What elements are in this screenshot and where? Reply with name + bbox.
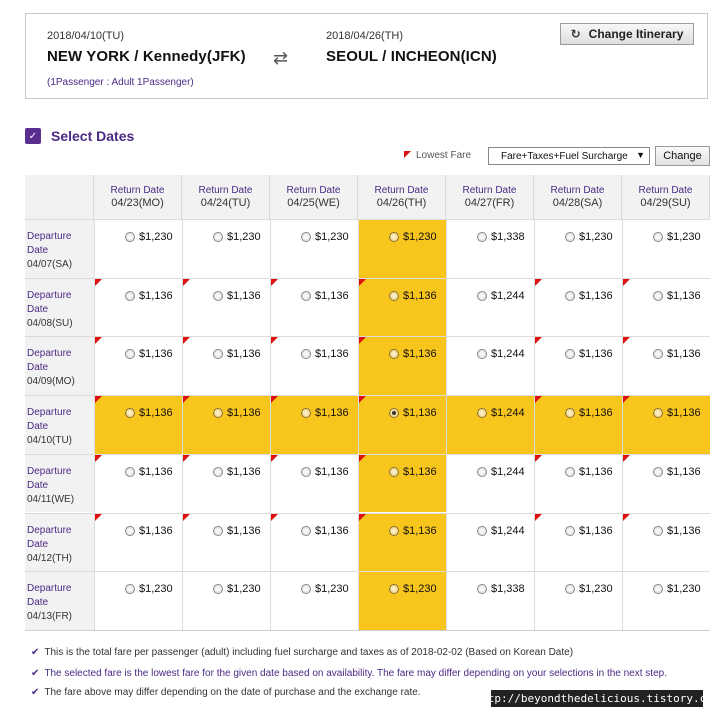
- lowest-fare-marker-icon: [95, 455, 102, 462]
- fare-price: $1,230: [139, 231, 173, 243]
- fare-radio[interactable]: [565, 584, 575, 594]
- fare-radio[interactable]: [125, 467, 135, 477]
- fare-radio[interactable]: [125, 526, 135, 536]
- lowest-fare-marker-icon: [359, 396, 366, 403]
- return-date-header: [446, 175, 534, 219]
- fare-price: $1,136: [403, 465, 437, 478]
- fare-radio[interactable]: [477, 467, 487, 477]
- departure-date-value: 04/08(SU): [27, 317, 73, 329]
- fare-cell[interactable]: [446, 571, 534, 630]
- fare-cell[interactable]: [622, 219, 710, 278]
- fare-cell[interactable]: [94, 571, 182, 630]
- departure-date-header: [25, 513, 94, 572]
- passenger-summary: (1Passenger : Adult 1Passenger): [47, 77, 194, 88]
- fare-cell[interactable]: [622, 336, 710, 395]
- refresh-icon: ↻: [570, 27, 581, 41]
- departure-date-value: 04/11(WE): [27, 493, 75, 505]
- fare-radio[interactable]: [301, 408, 311, 418]
- lowest-fare-marker-icon: [535, 455, 542, 462]
- fare-radio[interactable]: [653, 349, 663, 359]
- return-date-label: Return Date: [550, 185, 605, 196]
- lowest-fare-marker-icon: [271, 279, 278, 286]
- return-date-header: [622, 175, 710, 219]
- fare-price: $1,244: [491, 407, 525, 420]
- fare-price: $1,244: [491, 465, 525, 478]
- fare-radio[interactable]: [477, 232, 487, 242]
- fare-radio[interactable]: [477, 526, 487, 536]
- check-icon: ✔: [31, 687, 40, 698]
- return-date-label: Return Date: [198, 185, 253, 196]
- fare-price: $1,230: [579, 583, 613, 596]
- return-date-value: 04/23(MO): [111, 197, 164, 209]
- fare-radio[interactable]: [389, 467, 399, 477]
- fare-radio[interactable]: [213, 408, 223, 418]
- fare-radio[interactable]: [477, 408, 487, 418]
- origin-city: NEW YORK / Kennedy(JFK): [47, 48, 246, 65]
- fare-price: $1,136: [315, 289, 349, 302]
- fare-price: $1,230: [667, 583, 701, 596]
- fare-radio[interactable]: [477, 584, 487, 594]
- fare-radio[interactable]: [565, 291, 575, 301]
- departure-date-label: Departure Date: [27, 348, 72, 374]
- check-icon: ✔: [31, 668, 40, 679]
- fare-price: $1,136: [227, 524, 261, 537]
- fare-radio[interactable]: [301, 584, 311, 594]
- swap-arrows-icon: ⇄: [273, 48, 289, 68]
- fare-cell[interactable]: [446, 336, 534, 395]
- change-itinerary-button[interactable]: [560, 23, 694, 45]
- fare-price: $1,136: [315, 348, 349, 361]
- fare-price: $1,136: [403, 348, 437, 361]
- fare-cell[interactable]: [270, 395, 358, 454]
- fare-cell[interactable]: [182, 336, 270, 395]
- lowest-fare-legend: Lowest Fare: [416, 150, 472, 161]
- fare-price: $1,136: [667, 524, 701, 537]
- fare-price: $1,244: [491, 524, 525, 537]
- fare-cell[interactable]: [446, 454, 534, 513]
- fare-cell[interactable]: [182, 571, 270, 630]
- lowest-fare-marker-icon: [95, 396, 102, 403]
- return-date-value: 04/28(SA): [552, 197, 603, 209]
- fare-price: $1,136: [139, 289, 173, 302]
- fare-cell[interactable]: [94, 395, 182, 454]
- fare-radio[interactable]: [301, 291, 311, 301]
- watermark: http://beyondthedelicious.tistory.com: [474, 692, 720, 705]
- departure-date-label: Departure Date: [27, 583, 72, 609]
- departure-date-value: 04/09(MO): [27, 376, 75, 388]
- return-date-header: [94, 175, 182, 219]
- fare-radio[interactable]: [125, 232, 135, 242]
- grid-corner: [25, 175, 94, 219]
- return-date-value: 04/29(SU): [640, 197, 691, 209]
- fare-price: $1,244: [491, 289, 525, 302]
- lowest-fare-marker-icon: [95, 279, 102, 286]
- return-date-header: [182, 175, 270, 219]
- fare-price: $1,338: [491, 231, 525, 243]
- departure-date-label: Departure Date: [27, 289, 72, 315]
- fare-price: $1,338: [491, 583, 525, 596]
- fare-cell[interactable]: [622, 513, 710, 572]
- fare-radio[interactable]: [565, 349, 575, 359]
- fare-cell[interactable]: [534, 395, 622, 454]
- fare-radio[interactable]: [125, 349, 135, 359]
- fare-radio[interactable]: [213, 584, 223, 594]
- departure-date-value: 04/12(TH): [27, 552, 73, 564]
- departure-date-value: 04/13(FR): [27, 611, 73, 623]
- fare-cell[interactable]: [358, 571, 446, 630]
- departure-date-label: Departure Date: [27, 524, 72, 550]
- change-fare-button[interactable]: Change: [655, 146, 710, 166]
- fare-price: $1,136: [579, 348, 613, 361]
- fare-cell[interactable]: [622, 395, 710, 454]
- fare-type-select[interactable]: [488, 147, 650, 165]
- lowest-fare-marker-icon: [623, 396, 630, 403]
- departure-date-header: [25, 219, 94, 278]
- fare-cell[interactable]: [270, 278, 358, 337]
- fare-radio[interactable]: [565, 408, 575, 418]
- note-total-fare: ✔ This is the total fare per passenger (adult) including fuel surcharge and taxes as of 2018-02-02 (Based on Korean Date): [31, 647, 574, 658]
- fare-price: $1,136: [667, 348, 701, 361]
- itinerary-box: [25, 13, 708, 99]
- lowest-fare-marker-icon: [359, 455, 366, 462]
- fare-price: $1,136: [579, 465, 613, 478]
- lowest-fare-marker-icon: [271, 337, 278, 344]
- destination-city: SEOUL / INCHEON(ICN): [326, 48, 497, 65]
- fare-price: $1,230: [315, 583, 349, 596]
- fare-price: $1,230: [667, 231, 701, 243]
- fare-price: $1,136: [227, 407, 261, 420]
- fare-cell[interactable]: [534, 454, 622, 513]
- return-date-value: 04/26(TH): [376, 197, 427, 209]
- fare-price: $1,230: [139, 583, 173, 596]
- fare-radio[interactable]: [301, 232, 311, 242]
- grid-bottom-border: [25, 630, 710, 631]
- fare-price: $1,136: [315, 407, 349, 420]
- fare-price: $1,230: [227, 583, 261, 596]
- fare-price: $1,136: [403, 524, 437, 537]
- fare-radio[interactable]: [213, 291, 223, 301]
- lowest-fare-marker-icon: [95, 337, 102, 344]
- lowest-fare-marker-icon: [359, 337, 366, 344]
- return-date-value: 04/27(FR): [464, 197, 515, 209]
- fare-cell[interactable]: [358, 513, 446, 572]
- fare-cell[interactable]: [446, 278, 534, 337]
- fare-calendar-grid: [25, 175, 710, 630]
- fare-cell[interactable]: [94, 219, 182, 278]
- return-date-value: 04/25(WE): [287, 197, 340, 209]
- fare-radio[interactable]: [301, 349, 311, 359]
- fare-price: $1,136: [315, 465, 349, 478]
- departure-date-value: 04/10(TU): [27, 435, 73, 447]
- fare-price: $1,136: [667, 407, 701, 420]
- departure-date-header: [25, 454, 94, 513]
- note-lowest-fare: ✔ The selected fare is the lowest fare for the given date based on availability. The fare may differ depending on your selections in the next step.: [31, 668, 667, 679]
- fare-price: $1,136: [139, 524, 173, 537]
- fare-price: $1,136: [667, 465, 701, 478]
- note-exchange-rate: ✔ The fare above may differ depending on the date of purchase and the exchange rate.: [31, 687, 421, 698]
- fare-cell[interactable]: [94, 513, 182, 572]
- lowest-fare-marker-icon: [623, 514, 630, 521]
- departure-date-label: Departure Date: [27, 231, 72, 256]
- fare-cell[interactable]: [358, 454, 446, 513]
- fare-radio[interactable]: [653, 291, 663, 301]
- fare-price: $1,136: [403, 407, 437, 420]
- fare-price: $1,136: [139, 348, 173, 361]
- check-icon: ✔: [31, 647, 40, 658]
- fare-cell[interactable]: [446, 395, 534, 454]
- fare-radio[interactable]: [125, 291, 135, 301]
- fare-price: $1,136: [579, 407, 613, 420]
- fare-cell[interactable]: [270, 219, 358, 278]
- lowest-fare-marker-icon: [271, 455, 278, 462]
- return-date-label: Return Date: [638, 185, 693, 196]
- fare-radio[interactable]: [653, 584, 663, 594]
- fare-radio[interactable]: [477, 291, 487, 301]
- fare-cell[interactable]: [358, 278, 446, 337]
- fare-cell[interactable]: [534, 513, 622, 572]
- fare-type-value: Fare+Taxes+Fuel Surcharge: [501, 150, 628, 162]
- fare-radio[interactable]: [213, 526, 223, 536]
- fare-price: $1,230: [403, 583, 437, 596]
- fare-cell[interactable]: [622, 571, 710, 630]
- fare-radio[interactable]: [653, 232, 663, 242]
- fare-price: $1,136: [315, 524, 349, 537]
- fare-price: $1,136: [227, 465, 261, 478]
- lowest-fare-marker-icon: [359, 514, 366, 521]
- lowest-fare-marker-icon: [183, 337, 190, 344]
- lowest-fare-marker-icon: [535, 337, 542, 344]
- departure-date-label: Departure Date: [27, 465, 72, 491]
- return-date-label: Return Date: [110, 185, 165, 196]
- lowest-fare-marker-icon: [623, 279, 630, 286]
- fare-radio[interactable]: [389, 291, 399, 301]
- fare-radio[interactable]: [389, 408, 399, 418]
- return-date-value: 04/24(TU): [200, 197, 251, 209]
- lowest-fare-marker-icon: [535, 396, 542, 403]
- fare-price: $1,230: [315, 231, 349, 243]
- fare-cell[interactable]: [94, 278, 182, 337]
- fare-price: $1,230: [227, 231, 261, 243]
- fare-price: $1,136: [139, 407, 173, 420]
- lowest-fare-marker-icon: [271, 396, 278, 403]
- fare-price: $1,136: [227, 289, 261, 302]
- lowest-fare-marker-icon: [183, 279, 190, 286]
- fare-price: $1,136: [667, 289, 701, 302]
- fare-cell[interactable]: [94, 336, 182, 395]
- fare-radio[interactable]: [301, 467, 311, 477]
- return-date-label: Return Date: [462, 185, 517, 196]
- fare-radio[interactable]: [653, 467, 663, 477]
- lowest-fare-marker-icon: [271, 514, 278, 521]
- fare-cell[interactable]: [358, 395, 446, 454]
- fare-cell[interactable]: [358, 336, 446, 395]
- fare-cell[interactable]: [622, 454, 710, 513]
- departure-date-header: [25, 336, 94, 395]
- departure-date-value: 04/07(SA): [27, 259, 73, 270]
- departure-date: 2018/04/10(TU): [47, 30, 125, 42]
- fare-cell[interactable]: [270, 571, 358, 630]
- fare-price: $1,136: [579, 524, 613, 537]
- fare-cell[interactable]: [270, 513, 358, 572]
- return-date-header: [358, 175, 446, 219]
- fare-cell[interactable]: [534, 336, 622, 395]
- fare-radio[interactable]: [125, 408, 135, 418]
- fare-price: $1,136: [227, 348, 261, 361]
- fare-radio[interactable]: [213, 467, 223, 477]
- return-date-header: [270, 175, 358, 219]
- lowest-fare-marker-icon: [535, 514, 542, 521]
- fare-cell[interactable]: [534, 571, 622, 630]
- fare-cell[interactable]: [270, 454, 358, 513]
- fare-cell[interactable]: [94, 454, 182, 513]
- fare-price: $1,244: [491, 348, 525, 361]
- lowest-fare-marker-icon: [183, 455, 190, 462]
- fare-cell[interactable]: [534, 219, 622, 278]
- fare-radio[interactable]: [389, 584, 399, 594]
- fare-cell[interactable]: [182, 278, 270, 337]
- return-date-header: [534, 175, 622, 219]
- fare-cell[interactable]: [446, 219, 534, 278]
- fare-price: $1,230: [403, 231, 437, 243]
- fare-radio[interactable]: [477, 349, 487, 359]
- fare-radio[interactable]: [653, 408, 663, 418]
- return-date: 2018/04/26(TH): [326, 30, 404, 42]
- departure-date-header: [25, 571, 94, 630]
- lowest-fare-marker-icon: [183, 514, 190, 521]
- fare-cell[interactable]: [358, 219, 446, 278]
- fare-cell[interactable]: [534, 278, 622, 337]
- select-dates-check-icon: ✓: [25, 128, 41, 144]
- lowest-fare-marker-icon: [359, 279, 366, 286]
- fare-price: $1,136: [403, 289, 437, 302]
- fare-radio[interactable]: [565, 526, 575, 536]
- fare-price: $1,230: [579, 231, 613, 243]
- fare-radio[interactable]: [213, 349, 223, 359]
- lowest-fare-marker-icon: [183, 396, 190, 403]
- lowest-fare-marker-icon: [623, 455, 630, 462]
- departure-date-label: Departure Date: [27, 407, 72, 433]
- departure-date-header: [25, 278, 94, 337]
- fare-radio[interactable]: [213, 232, 223, 242]
- fare-radio[interactable]: [653, 526, 663, 536]
- chevron-down-icon: ▼: [636, 150, 645, 160]
- fare-cell[interactable]: [182, 513, 270, 572]
- fare-cell[interactable]: [182, 395, 270, 454]
- fare-cell[interactable]: [622, 278, 710, 337]
- fare-radio[interactable]: [389, 526, 399, 536]
- lowest-fare-marker-icon: [404, 151, 411, 158]
- fare-radio[interactable]: [389, 232, 399, 242]
- change-itinerary-label: Change Itinerary: [588, 27, 684, 41]
- lowest-fare-marker-icon: [623, 337, 630, 344]
- fare-cell[interactable]: [182, 219, 270, 278]
- fare-cell[interactable]: [182, 454, 270, 513]
- return-date-label: Return Date: [374, 185, 429, 196]
- fare-radio[interactable]: [125, 584, 135, 594]
- fare-price: $1,136: [139, 465, 173, 478]
- select-dates-title: Select Dates: [51, 128, 135, 144]
- fare-radio[interactable]: [301, 526, 311, 536]
- fare-cell[interactable]: [446, 513, 534, 572]
- fare-cell[interactable]: [270, 336, 358, 395]
- departure-date-header: [25, 395, 94, 454]
- lowest-fare-marker-icon: [95, 514, 102, 521]
- lowest-fare-marker-icon: [535, 279, 542, 286]
- fare-radio[interactable]: [565, 232, 575, 242]
- fare-radio[interactable]: [565, 467, 575, 477]
- fare-price: $1,136: [579, 289, 613, 302]
- return-date-label: Return Date: [286, 185, 341, 196]
- fare-radio[interactable]: [389, 349, 399, 359]
